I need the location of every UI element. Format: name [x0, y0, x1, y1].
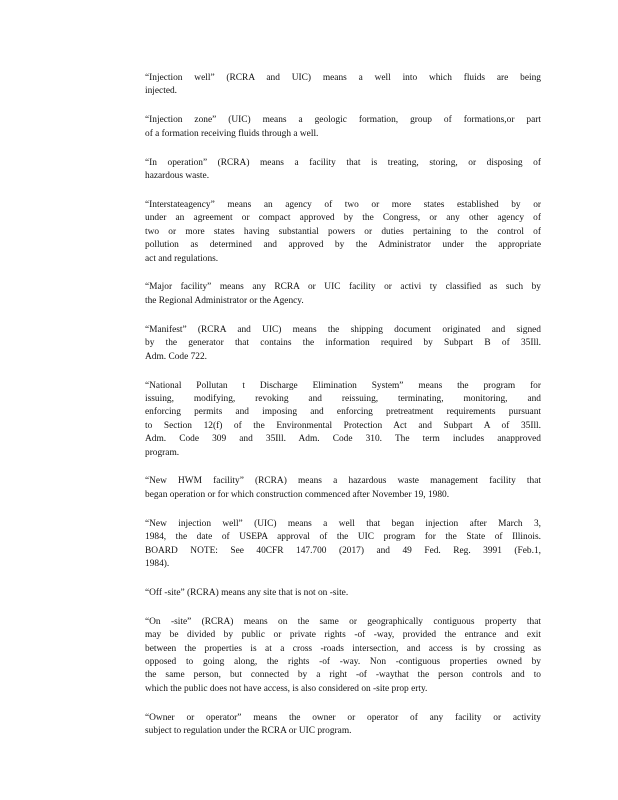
- definition-paragraph: [145, 587, 541, 600]
- definition-line: subject to regulation under the RCRA or UIC program.: [145, 726, 352, 737]
- definition-line: “Major facility” means any RCRA or UIC facility or activi ty classified as such by: [145, 282, 541, 293]
- definition-paragraph: [145, 157, 541, 184]
- definition-line: act and regulations.: [145, 253, 219, 264]
- definition-line: “New HWM facility” (RCRA) means a hazardous waste management facility that: [145, 476, 541, 487]
- definition-line: under an agreement or compact approved by the Congress, or any other agency of: [145, 213, 541, 224]
- definition-line: of a formation receiving fluids through a well.: [145, 128, 319, 139]
- definition-line: which the public does not have access, is also considered on -site prop erty.: [145, 683, 428, 694]
- definition-line: “Injection zone” (UIC) means a geologic formation, group of formations,or part: [145, 115, 541, 126]
- definition-line: “Off -site” (RCRA) means any site that is not on -site.: [145, 587, 349, 598]
- definition-paragraph: [145, 712, 541, 739]
- definition-line: pollution as determined and approved by the Administrator under the appropriate: [145, 240, 541, 251]
- definition-line: two or more states having substantial powers or duties pertaining to the control of: [145, 226, 541, 237]
- definition-paragraph: [145, 114, 541, 141]
- definition-line: Adm. Code 309 and 35Ill. Adm. Code 310. The term includes anapproved: [145, 434, 541, 445]
- definition-paragraph: [145, 199, 541, 266]
- definition-line: “Interstateagency” means an agency of two or more states established by or: [145, 199, 541, 210]
- definition-line: “Owner or operator” means the owner or operator of any facility or activity: [145, 712, 541, 723]
- definition-line: “Manifest” (RCRA and UIC) means the shipping document originated and signed: [145, 324, 541, 335]
- document-page: [145, 72, 541, 754]
- definition-line: opposed to going along, the rights -of -way. Non -contiguous properties owned by: [145, 657, 541, 667]
- definition-line: enforcing permits and imposing and enforcing pretreatment requirements pursuant: [145, 407, 541, 418]
- definition-line: 1984).: [145, 558, 170, 569]
- definition-line: hazardous waste.: [145, 171, 210, 182]
- definition-line: 1984, the date of USEPA approval of the UIC program for the State of Illinois.: [145, 532, 541, 543]
- definition-line: “Injection well” (RCRA and UIC) means a well into which fluids are being: [145, 73, 541, 83]
- definition-line: the Regional Administrator or the Agency.: [145, 295, 304, 306]
- definition-paragraph: [145, 518, 541, 572]
- definition-line: to Section 12(f) of the Environmental Protection Act and Subpart A of 35Ill.: [145, 420, 541, 431]
- definition-line: “National Pollutan t Discharge Elimination System” means the program for: [145, 380, 541, 391]
- definition-line: issuing, modifying, revoking and reissuing, terminating, monitoring, and: [145, 393, 541, 404]
- definition-line: began operation or for which construction commenced after November 19, 1980.: [145, 489, 450, 500]
- definition-paragraph: [145, 475, 541, 502]
- definition-line: may be divided by public or private rights -of -way, provided the entrance and exit: [145, 630, 541, 641]
- definition-line: between the properties is at a cross -roads intersection, and access is by crossing as: [145, 643, 541, 654]
- definition-paragraph: [145, 281, 541, 308]
- definition-line: BOARD NOTE: See 40CFR 147.700 (2017) and 49 Fed. Reg. 3991 (Feb.1,: [145, 545, 541, 556]
- definition-line: “On -site” (RCRA) means on the same or geographically contiguous property that: [145, 616, 541, 627]
- definition-line: the same person, but connected by a right -of -waythat the person controls and to: [145, 670, 541, 681]
- definition-paragraph: [145, 324, 541, 364]
- definition-line: Adm. Code 722.: [145, 351, 207, 362]
- definition-line: “In operation” (RCRA) means a facility that is treating, storing, or disposing of: [145, 157, 541, 168]
- definition-line: injected.: [145, 86, 178, 97]
- definition-line: “New injection well” (UIC) means a well that began injection after March 3,: [145, 518, 541, 529]
- definition-paragraph: [145, 380, 541, 460]
- definition-paragraph: [145, 72, 541, 99]
- definition-line: by the generator that contains the information required by Subpart B of 35Ill.: [145, 338, 541, 349]
- definition-paragraph: [145, 616, 541, 696]
- definition-line: program.: [145, 447, 180, 458]
